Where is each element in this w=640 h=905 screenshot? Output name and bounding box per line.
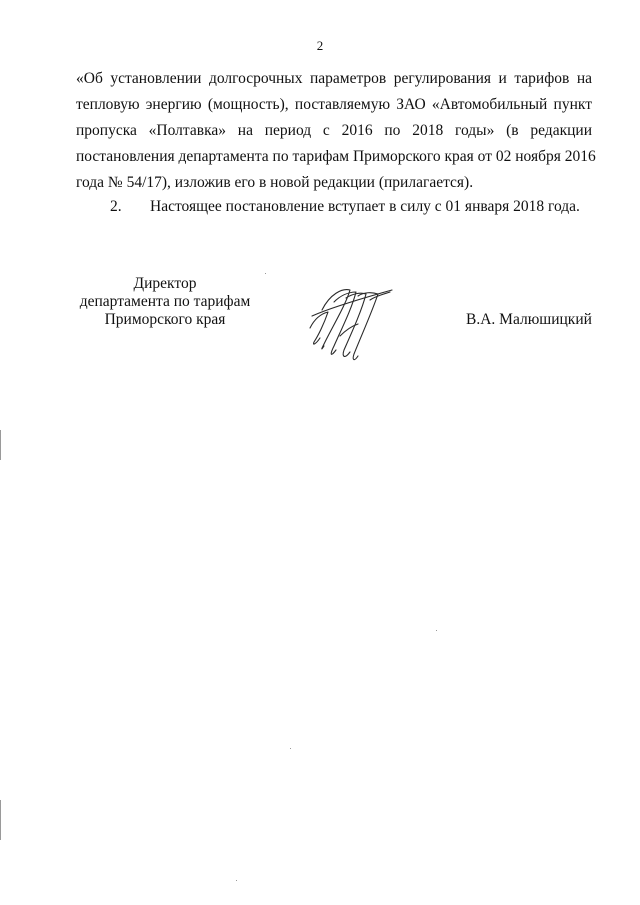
scan-edge-mark bbox=[0, 800, 1, 840]
signatory-title bbox=[70, 275, 260, 329]
signatory-title-line: Приморского края bbox=[104, 311, 226, 328]
scan-edge-mark bbox=[0, 430, 1, 460]
scan-speck bbox=[290, 748, 291, 749]
scan-speck bbox=[265, 273, 266, 274]
page-number: 2 bbox=[316, 38, 324, 53]
signatory-title-line: Директор bbox=[133, 275, 197, 292]
list-item-2 bbox=[110, 198, 580, 216]
paragraph-line: пропуска «Полтавка» на период с 2016 по 2018 годы» (в редакции bbox=[76, 122, 592, 139]
paragraph-line: «Об установлении долгосрочных параметров регулирования и тарифов на bbox=[76, 70, 592, 87]
paragraph-line: года № 54/17), изложив его в новой редакции (прилагается). bbox=[76, 174, 474, 191]
scan-speck bbox=[236, 880, 237, 881]
paragraph-line: постановления департамента по тарифам Приморского края от 02 ноября 2016 bbox=[76, 148, 596, 165]
list-item-text: Настоящее постановление вступает в силу с 01 января 2018 года. bbox=[150, 198, 580, 215]
paragraph-continuation bbox=[76, 66, 596, 196]
handwritten-signature bbox=[300, 280, 395, 365]
list-item-number: 2. bbox=[110, 198, 122, 215]
signatory-title-line: департамента по тарифам bbox=[79, 293, 251, 310]
paragraph-line: тепловую энергию (мощность), поставляемую ЗАО «Автомобильный пункт bbox=[76, 96, 592, 113]
signatory-name: В.А. Малюшицкий bbox=[466, 311, 592, 328]
scan-speck bbox=[436, 630, 437, 631]
